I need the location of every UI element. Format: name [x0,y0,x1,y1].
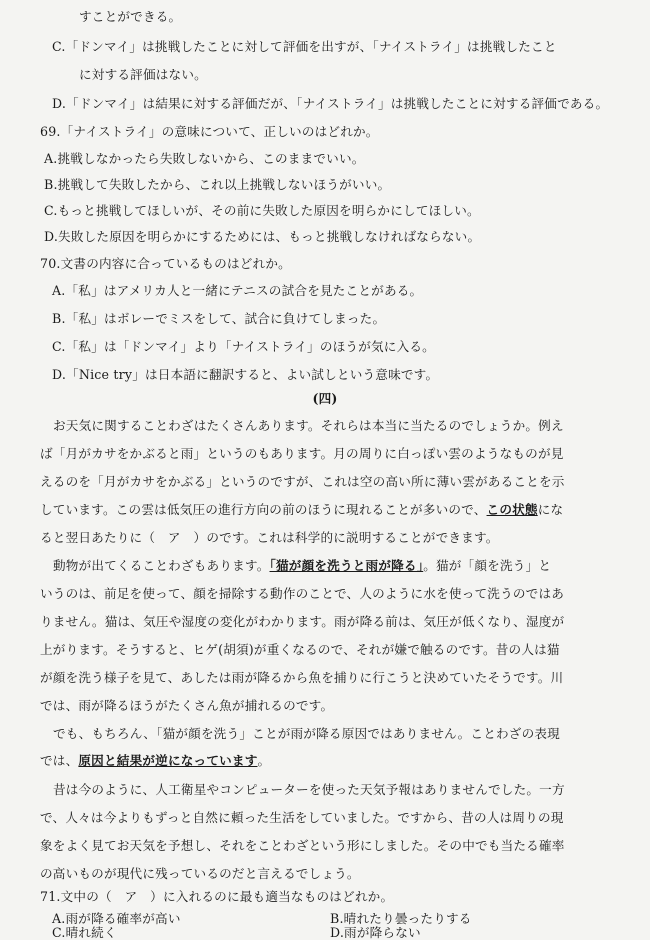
q69-option-d: D.失敗した原因を明らかにするためには、もっと挑戦しなければならない。 [44,229,481,244]
paragraph-line [40,501,563,519]
paragraph-line: では、雨が降るほうがたくさん魚が捕れるのです。 [40,698,334,713]
q70-option-d: D.「Nice try」は日本語に翻訳すると、よい試しという意味です。 [52,367,439,382]
paragraph-line: が顔を洗う様子を見て、あしたは雨が降るから魚を捕りに行こうと決めていたそうです。川 [40,670,564,685]
paragraph-line: ると翌日あたりに（ ア ）のです。これは科学的に説明することができます。 [40,530,499,545]
paragraph-line: でも、もちろん、「猫が顔を洗う」ことが雨が降る原因ではありません。ことわざの表現 [53,726,560,741]
paragraph-line: 象をよく見てお天気を予想し、それをことわざという形にしました。その中でも当たる確率 [40,838,565,853]
paragraph-line: で、人々は今よりもずっと自然に頼った生活をしていました。ですから、昔の人は周りの現 [40,810,564,825]
underlined-phrase: 原因と結果が逆になっています [78,753,258,768]
paragraph-line: 上がります。そうすると、ヒゲ(胡須)が重くなるので、それが嫌で触るのです。昔の人は猫 [40,642,560,657]
text-run: では、 [40,753,79,768]
q69-option-a: A.挑戦しなかったら失敗しないから、このままでいい。 [44,151,365,166]
text-run: にな [537,502,564,517]
text-run: 。猫が「顔を洗う」と [423,558,552,573]
q71-option-d: D.雨が降らない [330,925,421,940]
underlined-phrase: 「猫が顔を洗うと雨が降る」 [269,558,424,573]
option-c-continued: に対する評価はない。 [79,67,207,82]
paragraph-line: 昔は今のように、人工衛星やコンピューターを使った天気予報はありませんでした。一方 [53,782,565,797]
q71-option-b: B.晴れたり曇ったりする [330,911,472,926]
text-run: 。 [257,753,271,768]
paragraph-line: えるのを「月がカサをかぶる」というのですが、これは空の高い所に薄い雲があることを示 [40,474,565,489]
option-d: D.「ドンマイ」は結果に対する評価だが、「ナイストライ」は挑戦したことに対する評価である。 [52,96,609,111]
underlined-phrase: この状態 [486,502,538,517]
q70-option-b: B.「私」はボレーでミスをして、試合に負けてしまった。 [52,311,386,326]
question-71: 71.文中の（ ア ）に入れるのに最も適当なものはどれか。 [40,889,394,904]
q69-option-b: B.挑戦して失敗したから、これ以上挑戦しないほうがいい。 [44,177,391,192]
paragraph-line [53,557,551,575]
section-heading: (四) [312,391,338,406]
paragraph-line: お天気に関することわざはたくさんあります。それらは本当に当たるのでしょうか。例え [53,418,564,433]
paragraph-line: いうのは、前足を使って、顔を掃除する動作のことで、人のように水を使って洗うのではあ [40,586,565,601]
text-line: すことができる。 [79,9,182,24]
text-run: 動物が出てくることわざもあります。 [53,558,270,573]
option-c: C.「ドンマイ」は挑戦したことに対して評価を出すが、「ナイストライ」は挑戦したこと [52,39,557,54]
q69-option-c: C.もっと挑戦してほしいが、その前に失敗した原因を明らかにしてほしい。 [44,203,480,218]
q70-option-a: A.「私」はアメリカ人と一緒にテニスの試合を見たことがある。 [52,283,423,298]
paragraph-line: ば「月がカサをかぶると雨」というのもあります。月の周りに白っぽい雲のようなものが見 [40,446,564,461]
q70-option-c: C.「私」は「ドンマイ」より「ナイストライ」のほうが気に入る。 [52,339,435,354]
paragraph-line: りません。猫は、気圧や湿度の変化がわかります。雨が降る前は、気圧が低くなり、湿度が [40,614,565,629]
q71-option-c: C.晴れ続く [52,925,117,940]
paragraph-line: の高いものが現代に残っているのだと言えるでしょう。 [40,866,360,881]
question-70: 70.文書の内容に合っているものはどれか。 [40,256,291,271]
q71-option-a: A.雨が降る確率が高い [52,911,181,926]
paragraph-line [40,752,270,770]
text-run: しています。この雲は低気圧の進行方向の前のほうに現れることが多いので、 [40,502,487,517]
question-69: 69.「ナイストライ」の意味について、正しいのはどれか。 [40,124,379,139]
